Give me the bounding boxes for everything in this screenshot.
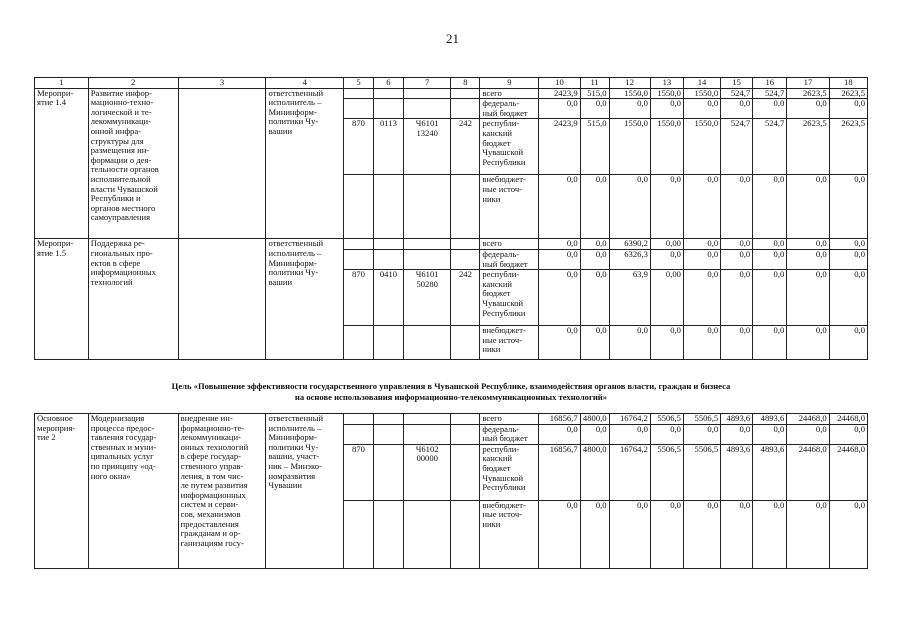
budget-code-empty xyxy=(343,326,373,360)
funding-value: 0,0 xyxy=(539,99,580,119)
funding-value: 16764,2 xyxy=(609,444,650,500)
budget-code-rz xyxy=(373,444,403,500)
funding-value: 4893,6 xyxy=(753,414,787,425)
activity-description: Развитие инфор- мационно-техно- логической и те- лекоммуникаци- онной инфра- структуры для размещения ин- формации о дея- тельности органов исполнительной власти Чувашской Республики и органов местного самоуправления xyxy=(88,88,178,239)
funding-source: всего xyxy=(480,239,539,250)
budget-code-empty xyxy=(451,175,480,239)
funding-value: 0,0 xyxy=(650,500,683,568)
budget-code-rz: 0410 xyxy=(373,270,403,326)
funding-value: 0,0 xyxy=(580,500,609,568)
funding-value: 0,0 xyxy=(721,249,753,269)
funding-value: 515,0 xyxy=(580,119,609,175)
activity-row xyxy=(35,88,868,99)
budget-code-empty xyxy=(451,249,480,269)
column-number: 8 xyxy=(451,78,480,89)
budget-code-empty xyxy=(451,424,480,444)
funding-value: 6326,3 xyxy=(609,249,650,269)
budget-code-empty xyxy=(403,414,451,425)
column-number: 2 xyxy=(88,78,178,89)
funding-value: 524,7 xyxy=(753,119,787,175)
funding-source: внебюджет- ные источ- ники xyxy=(480,326,539,360)
funding-value: 4800,0 xyxy=(580,414,609,425)
funding-value: 0,0 xyxy=(787,500,829,568)
funding-source: внебюджет- ные источ- ники xyxy=(480,500,539,568)
funding-value: 0,0 xyxy=(683,270,720,326)
column-number: 5 xyxy=(343,78,373,89)
column-number: 17 xyxy=(787,78,829,89)
column-number: 7 xyxy=(403,78,451,89)
funding-value: 0,0 xyxy=(829,326,867,360)
funding-value: 1550,0 xyxy=(683,119,720,175)
funding-value: 2623,5 xyxy=(787,119,829,175)
funding-value: 524,7 xyxy=(721,88,753,99)
funding-value: 0,0 xyxy=(580,270,609,326)
funding-value: 0,0 xyxy=(580,326,609,360)
funding-value: 2623,5 xyxy=(787,88,829,99)
budget-code-empty xyxy=(373,326,403,360)
funding-value: 0,0 xyxy=(683,239,720,250)
funding-value: 0,0 xyxy=(580,99,609,119)
funding-value: 0,0 xyxy=(721,326,753,360)
funding-value: 0,0 xyxy=(787,424,829,444)
column-number: 18 xyxy=(829,78,867,89)
budget-code-csr: Ч6102 00000 xyxy=(403,444,451,500)
funding-value: 5506,5 xyxy=(683,414,720,425)
funding-value: 0,0 xyxy=(721,424,753,444)
funding-value: 0,0 xyxy=(753,270,787,326)
funding-value: 1550,0 xyxy=(650,88,683,99)
funding-value: 0,0 xyxy=(753,326,787,360)
funding-value: 0,0 xyxy=(829,239,867,250)
funding-value: 0,0 xyxy=(650,249,683,269)
activity-goal-link xyxy=(178,239,266,360)
budget-code-empty xyxy=(373,249,403,269)
funding-value: 0,0 xyxy=(829,500,867,568)
funding-source: республи- канский бюджет Чувашской Республики xyxy=(480,119,539,175)
budget-table-bottom xyxy=(34,413,868,569)
column-number: 3 xyxy=(178,78,266,89)
budget-code-gr: 870 xyxy=(343,119,373,175)
funding-value: 0,0 xyxy=(787,175,829,239)
funding-value: 24468,0 xyxy=(787,414,829,425)
activity-description: Поддержка ре- гиональных про- ектов в сфере информационных технологий xyxy=(88,239,178,360)
funding-value: 524,7 xyxy=(721,119,753,175)
funding-value: 4893,6 xyxy=(753,444,787,500)
budget-code-empty xyxy=(403,249,451,269)
funding-value: 0,0 xyxy=(683,326,720,360)
funding-value: 0,0 xyxy=(683,99,720,119)
activity-name: Основное мероприя- тие 2 xyxy=(35,414,89,569)
funding-value: 515,0 xyxy=(580,88,609,99)
funding-value: 0,0 xyxy=(609,326,650,360)
funding-value: 0,0 xyxy=(721,270,753,326)
budget-code-empty xyxy=(451,88,480,99)
funding-value: 0,0 xyxy=(787,326,829,360)
budget-code-vr xyxy=(451,444,480,500)
activity-row xyxy=(35,239,868,250)
budget-code-empty xyxy=(343,424,373,444)
funding-value: 1550,0 xyxy=(683,88,720,99)
column-number: 9 xyxy=(480,78,539,89)
budget-code-vr: 242 xyxy=(451,119,480,175)
funding-value: 4800,0 xyxy=(580,444,609,500)
funding-value: 0,0 xyxy=(721,239,753,250)
funding-value: 0,0 xyxy=(539,500,580,568)
funding-value: 0,0 xyxy=(650,326,683,360)
funding-value: 1550,0 xyxy=(609,119,650,175)
budget-code-empty xyxy=(451,239,480,250)
column-number: 6 xyxy=(373,78,403,89)
funding-value: 24468,0 xyxy=(787,444,829,500)
funding-value: 0,00 xyxy=(650,270,683,326)
funding-value: 6390,2 xyxy=(609,239,650,250)
funding-source: федераль- ный бюджет xyxy=(480,99,539,119)
funding-value: 0,0 xyxy=(829,249,867,269)
funding-value: 16764,2 xyxy=(609,414,650,425)
page-number: 21 xyxy=(446,31,459,46)
funding-value: 24468,0 xyxy=(829,414,867,425)
funding-value: 0,0 xyxy=(753,249,787,269)
budget-code-empty xyxy=(451,99,480,119)
funding-value: 0,0 xyxy=(829,270,867,326)
funding-source: всего xyxy=(480,414,539,425)
budget-code-empty xyxy=(451,326,480,360)
funding-value: 0,0 xyxy=(650,99,683,119)
funding-value: 0,0 xyxy=(753,424,787,444)
budget-code-empty xyxy=(343,500,373,568)
column-number: 4 xyxy=(266,78,344,89)
funding-value: 4893,6 xyxy=(721,444,753,500)
funding-value: 0,0 xyxy=(539,239,580,250)
budget-table-top xyxy=(34,77,868,360)
budget-code-empty xyxy=(403,424,451,444)
funding-value: 1550,0 xyxy=(609,88,650,99)
budget-code-empty xyxy=(343,249,373,269)
funding-value: 5506,5 xyxy=(683,444,720,500)
activity-executor: ответственный исполнитель – Мининформ- политики Чу- вашии xyxy=(266,88,344,239)
funding-value: 0,0 xyxy=(683,500,720,568)
column-number: 16 xyxy=(753,78,787,89)
funding-value: 0,0 xyxy=(609,424,650,444)
budget-code-empty xyxy=(343,175,373,239)
budget-code-rz: 0113 xyxy=(373,119,403,175)
budget-code-empty xyxy=(451,414,480,425)
funding-source: республи- канский бюджет Чувашской Республики xyxy=(480,270,539,326)
funding-value: 0,0 xyxy=(721,99,753,119)
budget-code-empty xyxy=(373,500,403,568)
budget-code-csr: Ч6101 13240 xyxy=(403,119,451,175)
funding-value: 16856,7 xyxy=(539,414,580,425)
funding-value: 0,0 xyxy=(787,239,829,250)
budget-code-empty xyxy=(403,500,451,568)
funding-value: 0,0 xyxy=(580,249,609,269)
funding-source: внебюджет- ные источ- ники xyxy=(480,175,539,239)
funding-value: 0,0 xyxy=(787,99,829,119)
funding-value: 0,0 xyxy=(829,175,867,239)
funding-value: 5506,5 xyxy=(650,414,683,425)
activity-name: Меропри- ятие 1.4 xyxy=(35,88,89,239)
budget-code-csr: Ч6101 50280 xyxy=(403,270,451,326)
budget-code-empty xyxy=(343,414,373,425)
budget-code-empty xyxy=(373,424,403,444)
funding-value: 0,0 xyxy=(539,326,580,360)
funding-value: 1550,0 xyxy=(650,119,683,175)
funding-value: 0,0 xyxy=(650,424,683,444)
funding-value: 2423,9 xyxy=(539,119,580,175)
funding-value: 5506,5 xyxy=(650,444,683,500)
budget-code-empty xyxy=(373,99,403,119)
budget-code-empty xyxy=(403,88,451,99)
budget-code-empty xyxy=(403,239,451,250)
funding-value: 0,0 xyxy=(580,239,609,250)
funding-value: 0,0 xyxy=(721,500,753,568)
budget-code-empty xyxy=(403,99,451,119)
funding-value: 0,0 xyxy=(683,175,720,239)
funding-value: 0,0 xyxy=(650,175,683,239)
funding-value: 0,0 xyxy=(683,249,720,269)
budget-code-empty xyxy=(343,99,373,119)
funding-value: 0,0 xyxy=(787,249,829,269)
budget-code-empty xyxy=(343,88,373,99)
funding-value: 0,0 xyxy=(753,175,787,239)
column-number: 10 xyxy=(539,78,580,89)
column-number: 14 xyxy=(683,78,720,89)
funding-value: 0,0 xyxy=(580,424,609,444)
activity-executor: ответственный исполнитель – Мининформ- политики Чу- вашии xyxy=(266,239,344,360)
funding-value: 2623,5 xyxy=(829,119,867,175)
funding-value: 0,0 xyxy=(609,99,650,119)
funding-value: 0,0 xyxy=(787,270,829,326)
column-number: 12 xyxy=(609,78,650,89)
funding-value: 0,0 xyxy=(539,249,580,269)
activity-row xyxy=(35,414,868,425)
funding-value: 0,0 xyxy=(539,270,580,326)
funding-value: 0,0 xyxy=(539,424,580,444)
funding-value: 0,0 xyxy=(829,424,867,444)
activity-name: Меропри- ятие 1.5 xyxy=(35,239,89,360)
budget-code-gr: 870 xyxy=(343,444,373,500)
activity-goal-link: внедрение ин- формационно-те- лекоммуникаци- онных технологий в сфере государ- ственного управ- ления, в том чис- ле путем развития информационных систем и серви- сов, механизмов предоставления гражданам и ор- ганизациям госу- xyxy=(178,414,266,569)
budget-code-vr: 242 xyxy=(451,270,480,326)
funding-value: 0,0 xyxy=(580,175,609,239)
budget-code-empty xyxy=(373,88,403,99)
funding-value: 0,00 xyxy=(650,239,683,250)
column-number: 11 xyxy=(580,78,609,89)
funding-source: федераль- ный бюджет xyxy=(480,249,539,269)
funding-source: всего xyxy=(480,88,539,99)
funding-value: 0,0 xyxy=(753,500,787,568)
column-number: 13 xyxy=(650,78,683,89)
funding-value: 0,0 xyxy=(539,175,580,239)
funding-source: республи- канский бюджет Чувашской Республики xyxy=(480,444,539,500)
goal-heading: Цель «Повышение эффективности государственного управления в Чувашской Республике, взаимодействия органов власти, граждан и бизнеса на основе использования информационно-телекоммуникационных технологий» xyxy=(171,381,731,402)
budget-code-empty xyxy=(403,175,451,239)
column-number: 15 xyxy=(721,78,753,89)
budget-code-empty xyxy=(373,175,403,239)
funding-value: 0,0 xyxy=(609,175,650,239)
funding-value: 0,0 xyxy=(829,99,867,119)
funding-value: 63,9 xyxy=(609,270,650,326)
funding-value: 0,0 xyxy=(683,424,720,444)
budget-code-empty xyxy=(451,500,480,568)
activity-description: Модернизация процесса предос- тавления государ- ственных и муни- ципальных услуг по принципу «од- ного окна» xyxy=(88,414,178,569)
funding-value: 16856,7 xyxy=(539,444,580,500)
column-number-row xyxy=(35,78,868,89)
funding-value: 0,0 xyxy=(753,239,787,250)
budget-code-empty xyxy=(373,239,403,250)
budget-code-empty xyxy=(343,239,373,250)
funding-value: 524,7 xyxy=(753,88,787,99)
budget-code-empty xyxy=(373,414,403,425)
funding-value: 2423,9 xyxy=(539,88,580,99)
funding-value: 4893,6 xyxy=(721,414,753,425)
column-number: 1 xyxy=(35,78,89,89)
budget-code-empty xyxy=(403,326,451,360)
funding-value: 0,0 xyxy=(609,500,650,568)
funding-value: 24468,0 xyxy=(829,444,867,500)
funding-value: 0,0 xyxy=(753,99,787,119)
activity-goal-link xyxy=(178,88,266,239)
funding-source: федераль- ный бюджет xyxy=(480,424,539,444)
budget-code-gr: 870 xyxy=(343,270,373,326)
funding-value: 0,0 xyxy=(721,175,753,239)
funding-value: 2623,5 xyxy=(829,88,867,99)
activity-executor: ответственный исполнитель – Мининформ- политики Чу- вашии, участ- ник – Минэко- номразвития Чувашии xyxy=(266,414,344,569)
